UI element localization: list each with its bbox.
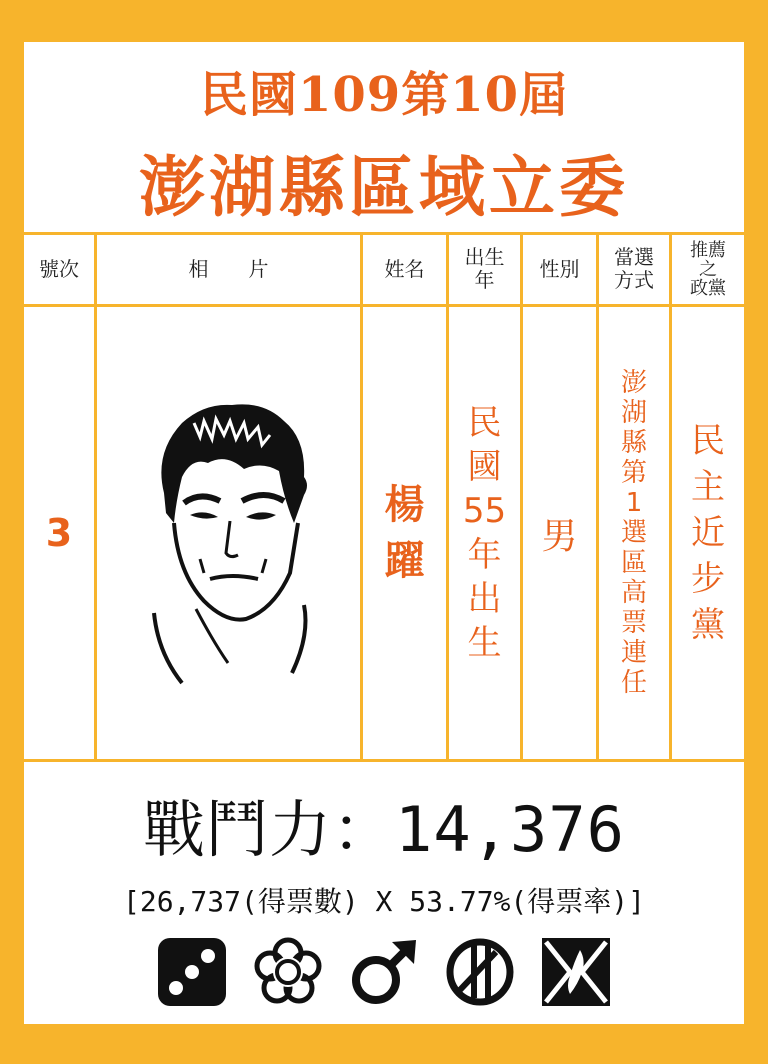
candidate-name: 楊 躍 <box>384 482 425 584</box>
candidate-table <box>24 232 744 762</box>
candidate-gender: 男 <box>541 515 578 557</box>
photo-cell <box>97 307 360 759</box>
header-name: 姓名 <box>384 256 425 281</box>
candidate-birth-year: 民 國 55 年 出 生 <box>462 403 507 663</box>
power-formula: [26,737(得票數) X 53.77%(得票率)] <box>122 885 645 918</box>
circle-slash-icon <box>442 934 518 1010</box>
candidate-party: 民 主 近 步 黨 <box>691 421 725 645</box>
district-title: 澎湖縣區域立委 <box>139 148 629 226</box>
header-party: 推薦 之 政黨 <box>690 239 726 299</box>
header-gender: 性別 <box>539 256 580 281</box>
candidate-portrait <box>134 373 324 693</box>
dice-three-icon <box>154 934 230 1010</box>
name-cell <box>363 307 446 759</box>
gender-cell <box>523 307 596 759</box>
header-photo: 相 片 <box>188 256 269 281</box>
icon-row <box>154 936 614 1008</box>
table-bottom-line <box>24 759 744 762</box>
candidate-election-method: 澎 湖 縣 第 1 選 區 高 票 連 任 <box>620 368 647 698</box>
candidate-number: 3 <box>45 511 73 555</box>
header-election-method: 當選 方式 <box>614 245 654 292</box>
taiwan-x-icon <box>538 934 614 1010</box>
candidate-card <box>24 42 744 1024</box>
election-method-cell <box>599 307 669 759</box>
birth-year-cell <box>449 307 520 759</box>
flower-icon <box>250 934 326 1010</box>
header-number: 號次 <box>39 256 79 281</box>
election-title: 民國109第10屆 <box>200 67 568 123</box>
male-symbol-icon <box>346 934 422 1010</box>
number-cell <box>24 307 94 759</box>
header-birth-year: 出生 年 <box>464 245 505 292</box>
power-score: 戰鬥力：14,376 <box>143 793 625 866</box>
party-cell <box>672 307 744 759</box>
